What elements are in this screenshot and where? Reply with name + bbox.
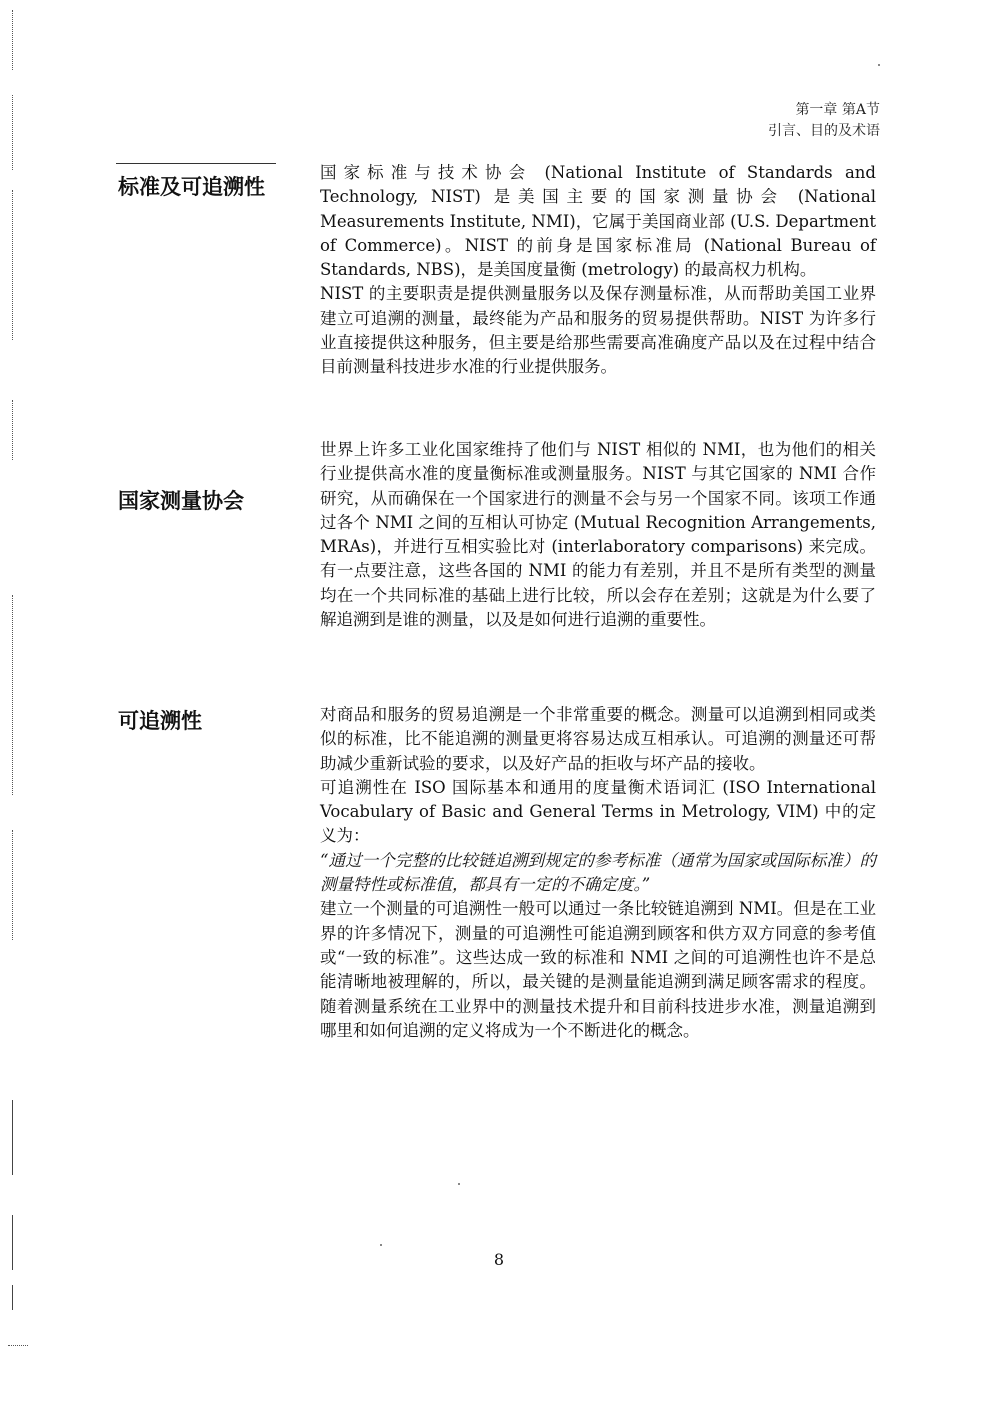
section-rule — [116, 163, 276, 164]
paragraph: 对商品和服务的贸易追溯是一个非常重要的概念。测量可以追溯到相同或类似的标准，比不能追溯的测量更将容易达成互相承认。可追溯的测量还可帮助减少重新试验的要求，以及好产品的拒收与坏产品的接收。 — [320, 705, 876, 773]
scan-edge-mark — [12, 400, 13, 460]
scan-edge-mark — [12, 1285, 13, 1310]
scan-edge-mark — [12, 10, 13, 70]
scan-edge-mark — [8, 1345, 28, 1350]
side-heading-national-measurement-institute: 国家测量协会 — [118, 488, 244, 513]
scan-edge-mark — [12, 1100, 13, 1175]
scan-edge-mark — [12, 830, 13, 940]
scan-edge-mark — [12, 190, 13, 340]
paragraph: NIST 的主要职责是提供测量服务以及保存测量标准，从而帮助美国工业界建立可追溯的测量，最终能为产品和服务的贸易提供帮助。NIST 为许多行业直接提供这种服务，但主要是给那些需要高准确度产品以及在过程中结合目前测量科技进步水准的行业提供服务。 — [320, 284, 876, 377]
paragraph: 可追溯性在 ISO 国际基本和通用的度量衡术语词汇 (ISO International Vocabulary of Basic and General Terms in Metrology, VIM) 中的定义为： — [320, 777, 876, 846]
scan-edge-mark — [12, 95, 13, 170]
side-heading-traceability: 可追溯性 — [118, 708, 202, 733]
scan-speck — [380, 1244, 382, 1246]
scan-speck — [878, 64, 880, 66]
running-header — [768, 100, 880, 142]
header-section-title: 引言、目的及术语 — [768, 123, 880, 139]
paragraph: 建立一个测量的可追溯性一般可以通过一条比较链追溯到 NMI。但是在工业界的许多情况下，测量的可追溯性可能追溯到顾客和供方双方同意的参考值或“一致的标准”。这些达成一致的标准和 NMI 之间的可追溯性也许不是总能清晰地被理解的，所以，最关键的是测量能追溯到满足顾客需求的程度。随着测量系统在工业界中的测量技术提升和目前科技进步水准，测量追溯到哪里和如何追溯的定义将成为一个不断进化的概念。 — [320, 899, 876, 1040]
header-chapter: 第一章 第A节 — [795, 102, 880, 118]
paragraph: 世界上许多工业化国家维持了他们与 NIST 相似的 NMI，也为他们的相关行业提供高水准的度量衡标准或测量服务。NIST 与其它国家的 NMI 合作研究，从而确保在一个国家进行的测量不会与另一个国家不同。该项工作通过各个 NMI 之间的互相认可协定 (Mutual Recognition Arrangements, MRAs)，并进行互相实验比对 (interlaboratory comparisons) 来完成。有一点要注意，这些各国的 NMI 的能力有差别，并且不是所有类型的测量均在一个共同标准的基础上进行比较，所以会存在差别；这就是为什么要了解追溯到是谁的测量，以及是如何进行追溯的重要性。 — [320, 440, 876, 630]
definition-quote: “通过一个完整的比较链追溯到规定的参考标准（通常为国家或国际标准）的测量特性或标准值，都具有一定的不确定度。” — [320, 850, 876, 895]
paragraph: 国家标准与技术协会 (National Institute of Standards and Technology, NIST) 是美国主要的国家测量协会 (National Measurements Institute, NMI)，它属于美国商业部 (U.S. Department of Commerce)。NIST 的前身是国家标准局 (National Bureau of Standards, NBS)，是美国度量衡 (metrology) 的最高权力机构。 — [320, 163, 876, 280]
side-heading-standards-traceability: 标准及可追溯性 — [118, 174, 265, 199]
section-standards-traceability — [320, 161, 876, 380]
page-number: 8 — [493, 1250, 505, 1269]
scan-edge-mark — [12, 595, 13, 795]
section-traceability — [320, 703, 876, 1043]
section-national-measurement-institute — [320, 438, 876, 632]
scan-speck — [458, 1183, 460, 1185]
